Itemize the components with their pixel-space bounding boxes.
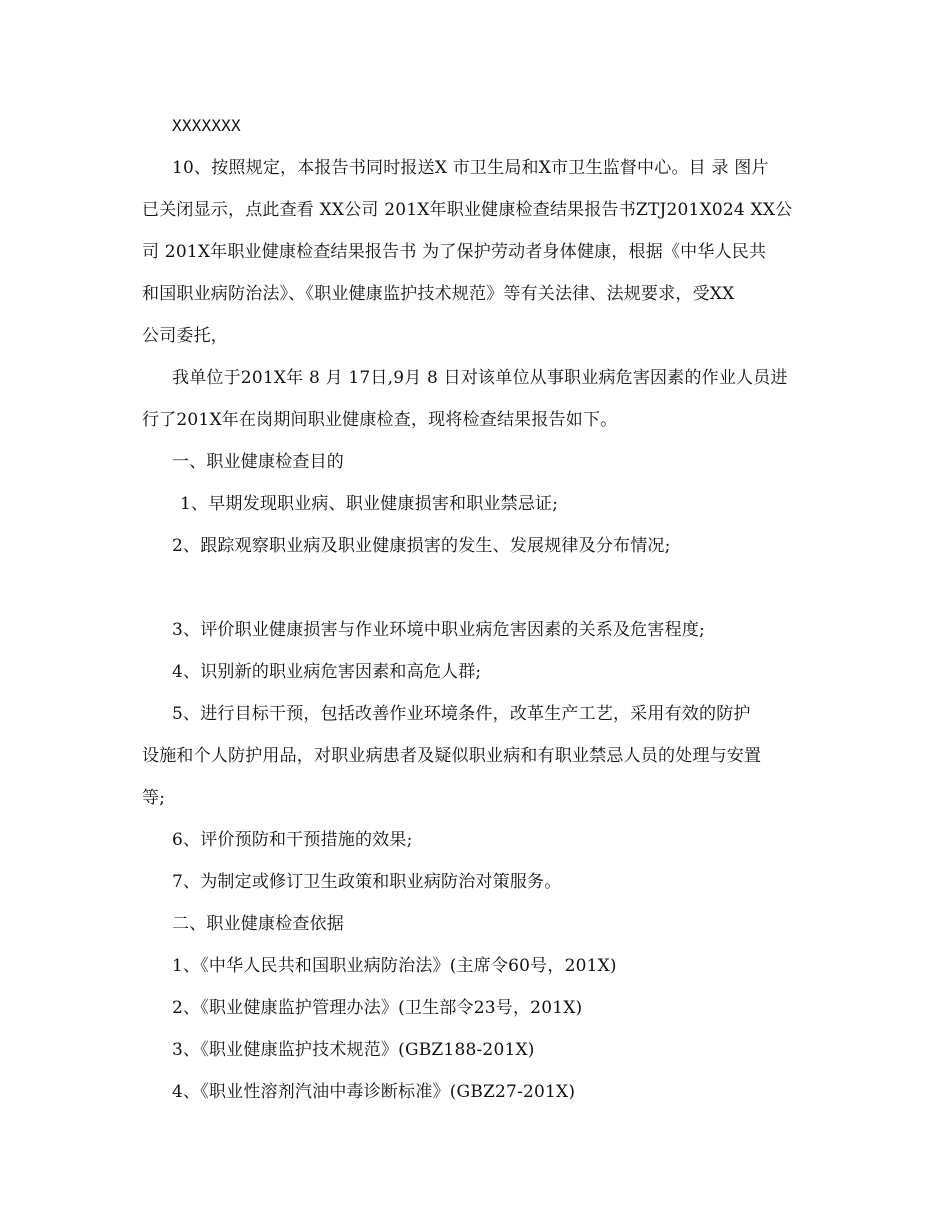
list-item: 1、早期发现职业病、职业健康损害和职业禁忌证; — [180, 494, 559, 514]
paragraph-line: 我单位于201X年 8 月 17日,9月 8 日对该单位从事职业病危害因素的作业人员进 — [172, 368, 788, 388]
paragraph-line: 公司委托， — [142, 326, 228, 346]
list-item: 3、评价职业健康损害与作业环境中职业病危害因素的关系及危害程度; — [172, 620, 705, 640]
paragraph-line: 10、按照规定，本报告书同时报送X 市卫生局和X市卫生监督中心。目 录 图片 — [172, 158, 769, 178]
paragraph-line: 已关闭显示，点此查看 XX公司 201X年职业健康检查结果报告书ZTJ201X024 XX公 — [142, 200, 793, 220]
paragraph-line: 行了201X年在岗期间职业健康检查，现将检查结果报告如下。 — [142, 410, 618, 430]
list-item: 4、识别新的职业病危害因素和高危人群; — [172, 662, 482, 682]
list-item: 1、《中华人民共和国职业病防治法》(主席令60号，201X) — [172, 956, 617, 976]
list-item: 3、《职业健康监护技术规范》(GBZ188-201X) — [172, 1040, 535, 1060]
list-item: 6、评价预防和干预措施的效果; — [172, 830, 413, 850]
list-item-continuation: 设施和个人防护用品，对职业病患者及疑似职业病和有职业禁忌人员的处理与安置 — [142, 746, 762, 766]
list-item: 5、进行目标干预，包括改善作业环境条件，改革生产工艺，采用有效的防护 — [172, 704, 751, 724]
list-item-continuation: 等; — [142, 788, 166, 808]
paragraph-line: 和国职业病防治法》、《职业健康监护技术规范》等有关法律、法规要求，受XX — [142, 284, 735, 304]
list-item: 7、为制定或修订卫生政策和职业病防治对策服务。 — [172, 872, 562, 892]
paragraph-line: 司 201X年职业健康检查结果报告书 为了保护劳动者身体健康，根据《中华人民共 — [142, 242, 767, 262]
list-item: 4、《职业性溶剂汽油中毒诊断标准》(GBZ27-201X) — [172, 1082, 576, 1102]
section-heading: 一、职业健康检查目的 — [172, 452, 344, 472]
section-heading: 二、职业健康检查依据 — [172, 914, 344, 934]
list-item: 2、《职业健康监护管理办法》(卫生部令23号，201X) — [172, 998, 583, 1018]
header-code: XXXXXXX — [172, 116, 241, 135]
list-item: 2、跟踪观察职业病及职业健康损害的发生、发展规律及分布情况; — [172, 536, 671, 556]
